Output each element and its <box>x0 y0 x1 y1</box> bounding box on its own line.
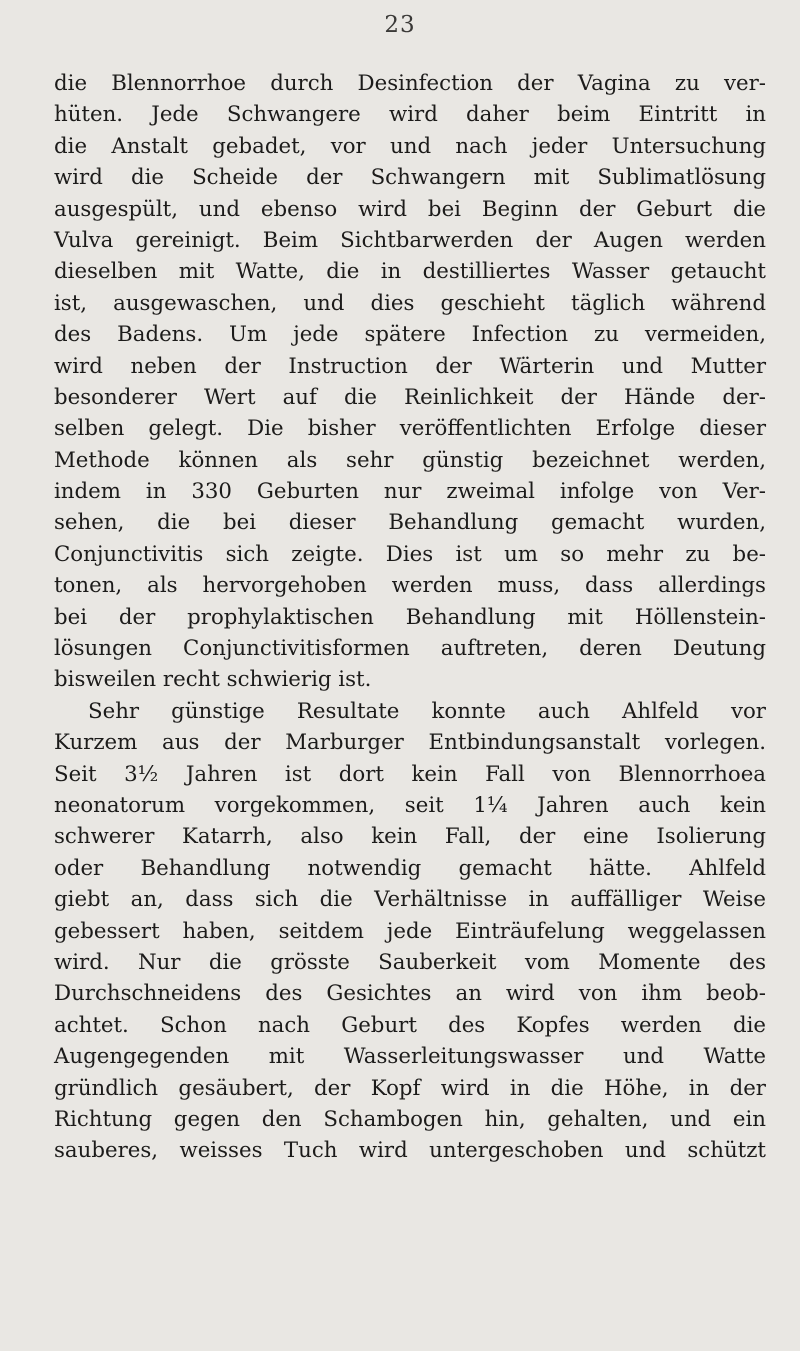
text-line: sehen, die bei dieser Behandlung gemacht wurden, <box>54 510 766 536</box>
text-line: hüten. Jede Schwangere wird daher beim Eintritt in <box>54 102 766 128</box>
text-line: gründlich gesäubert, der Kopf wird in die Höhe, in der <box>54 1075 766 1101</box>
text-line: die Blennorrhoe durch Desinfection der Vagina zu ver- <box>54 71 766 96</box>
text-line: ist, ausgewaschen, und dies geschieht täglich während <box>54 290 766 316</box>
text-line: Kurzem aus der Marburger Entbindungsanstalt vorlegen. <box>54 730 766 756</box>
text-line: wird die Scheide der Schwangern mit Sublimatlösung <box>54 165 766 191</box>
page-number: 23 <box>384 12 416 38</box>
text-line: wird neben der Instruction der Wärterin und Mutter <box>54 353 766 379</box>
text-line: lösungen Conjunctivitisformen auftreten, deren Deutung <box>54 636 766 662</box>
paragraph-start-line: Sehr günstige Resultate konnte auch Ahlfeld vor <box>88 698 766 724</box>
paragraph-end-line: bisweilen recht schwierig ist. <box>54 667 372 693</box>
text-line: Richtung gegen den Schambogen hin, gehalten, und ein <box>54 1106 766 1132</box>
text-line: Methode können als sehr günstig bezeichnet werden, <box>54 447 766 473</box>
text-line: oder Behandlung notwendig gemacht hätte. Ahlfeld <box>54 855 766 881</box>
text-line: Conjunctivitis sich zeigte. Dies ist um so mehr zu be- <box>54 541 766 567</box>
text-line: besonderer Wert auf die Reinlichkeit der Hände der- <box>54 384 766 410</box>
text-line: Vulva gereinigt. Beim Sichtbarwerden der Augen werden <box>54 227 766 253</box>
text-line: dieselben mit Watte, die in destilliertes Wasser getaucht <box>54 259 766 285</box>
text-line: ausgespült, und ebenso wird bei Beginn der Geburt die <box>54 196 766 222</box>
text-line: des Badens. Um jede spätere Infection zu vermeiden, <box>54 322 766 348</box>
text-line: die Anstalt gebadet, vor und nach jeder Untersuchung <box>54 133 766 159</box>
text-line: Durchschneidens des Gesichtes an wird von ihm beob- <box>54 981 766 1007</box>
text-line: sauberes, weisses Tuch wird untergeschoben und schützt <box>54 1138 766 1164</box>
text-line: wird. Nur die grösste Sauberkeit vom Momente des <box>54 949 766 975</box>
text-line: bei der prophylaktischen Behandlung mit Höllenstein- <box>54 604 766 630</box>
text-line: neonatorum vorgekommen, seit 1¼ Jahren auch kein <box>54 792 766 818</box>
text-line: indem in 330 Geburten nur zweimal infolge von Ver- <box>54 479 766 505</box>
text-line: Augengegenden mit Wasserleitungswasser und Watte <box>54 1044 766 1070</box>
text-line: Seit 3½ Jahren ist dort kein Fall von Blennorrhoea <box>54 761 766 787</box>
text-line: schwerer Katarrh, also kein Fall, der eine Isolierung <box>54 824 766 850</box>
body-text <box>54 68 766 1167</box>
text-line: gebessert haben, seitdem jede Einträufelung weggelassen <box>54 918 766 944</box>
text-line: giebt an, dass sich die Verhältnisse in auffälliger Weise <box>54 887 766 913</box>
text-line: tonen, als hervorgehoben werden muss, dass allerdings <box>54 573 766 599</box>
text-line: achtet. Schon nach Geburt des Kopfes werden die <box>54 1012 766 1038</box>
text-line: selben gelegt. Die bisher veröffentlichten Erfolge dieser <box>54 416 766 442</box>
